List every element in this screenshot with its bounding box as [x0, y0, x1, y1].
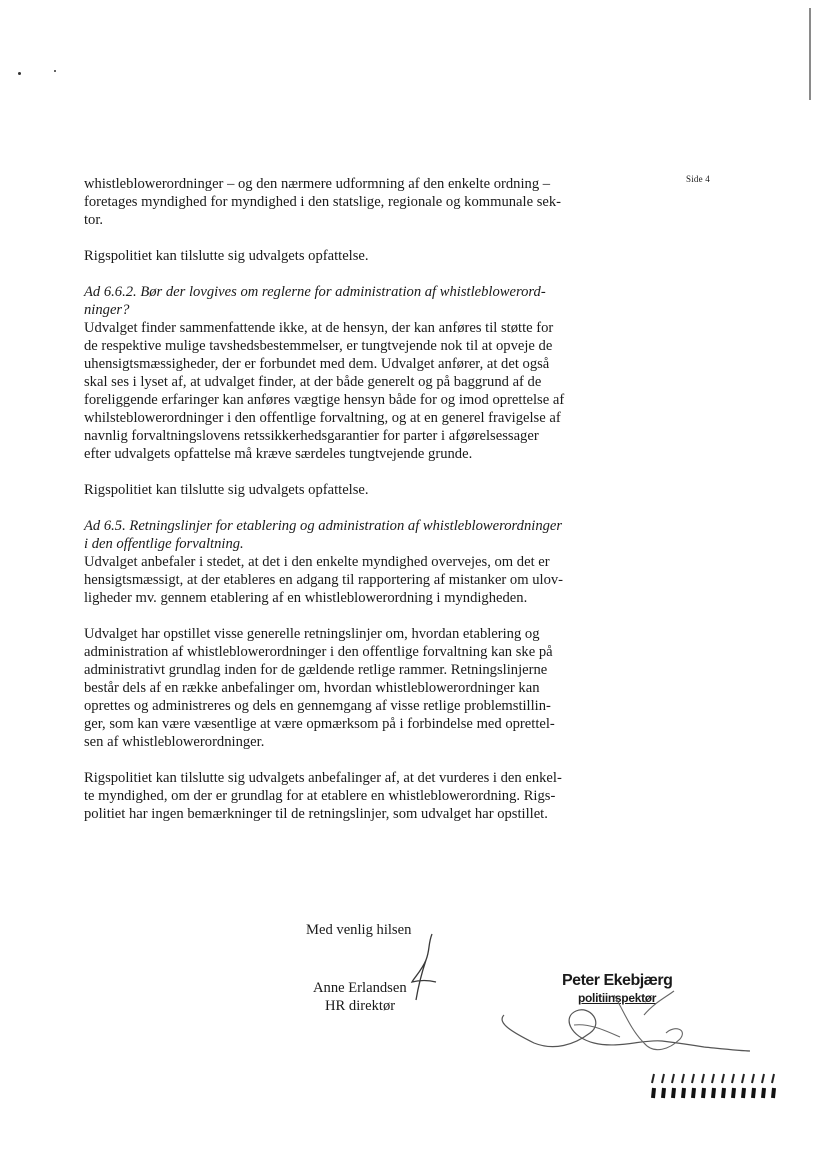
stamp-title: politiinspektør — [578, 991, 657, 1005]
paragraph-line: uhensigtsmæssigheder, der er forbundet med dem. Udvalget anfører, at det også — [84, 356, 550, 372]
section-heading: Ad 6.5. Retningslinjer for etablering og administration af whistleblowerordninger — [84, 518, 563, 534]
paragraph-line: foreliggende erfaringer kan anføres vægtige hensyn både for og imod oprettelse af — [84, 392, 565, 408]
paragraph-line: Udvalget anbefaler i stedet, at det i den enkelte myndighed overvejes, om det er — [84, 554, 550, 570]
page-number: Side 4 — [686, 174, 710, 184]
scan-edge-line — [809, 8, 811, 100]
paragraph-line: whistleblowerordninger – og den nærmere udformning af den enkelte ordning – — [84, 176, 551, 192]
paragraph-line: Udvalget finder sammenfattende ikke, at de hensyn, der kan anføres til støtte for — [84, 320, 554, 336]
section-heading: i den offentlige forvaltning. — [84, 536, 244, 552]
paragraph-line: oprettes og administreres og dels en gennemgang af visse retlige problemstillin- — [84, 698, 551, 714]
paragraph-line: sen af whistleblowerordninger. — [84, 734, 265, 750]
signer-name: Anne Erlandsen — [313, 980, 407, 996]
paragraph-line: politiet har ingen bemærkninger til de retningslinjer, som udvalget har opstillet. — [84, 806, 548, 822]
handwritten-signature-icon — [392, 930, 452, 1005]
paragraph-line: efter udvalgets opfattelse må kræve særdeles tungtvejende grunde. — [84, 446, 473, 462]
section-heading: ninger? — [84, 302, 130, 318]
paragraph-line: består dels af en række anbefalinger om, hvordan whistleblowerordninger kan — [84, 680, 540, 696]
paragraph-line: navnlig forvaltningslovens retssikkerhedsgarantier for parter i afgørelsessager — [84, 428, 539, 444]
paragraph-line: hensigtsmæssigt, at der etableres en adgang til rapportering af mistanker om ulov- — [84, 572, 564, 588]
paragraph-line: Rigspolitiet kan tilslutte sig udvalgets anbefalinger af, at det vurderes i den enkel- — [84, 770, 562, 786]
paragraph-line: Udvalget har opstillet visse generelle retningslinjer om, hvordan etablering og — [84, 626, 540, 642]
paragraph-line: ger, som kan være væsentlige at være opmærksom på i forbindelse med oprettel- — [84, 716, 555, 732]
paragraph-line: ligheder mv. gennem etablering af en whistleblowerordning i myndigheden. — [84, 590, 528, 606]
scan-speck — [18, 72, 21, 75]
paragraph-line: de respektive mulige tavshedsbestemmelser, er tungtvejende nok til at opveje de — [84, 338, 553, 354]
stamp-name: Peter Ekebjærg — [562, 972, 673, 989]
paragraph-line: Rigspolitiet kan tilslutte sig udvalgets opfattelse. — [84, 482, 369, 498]
barcode-marks-icon — [650, 1072, 780, 1102]
paragraph-line: administrativt grundlag inden for de gældende retlige rammer. Retningslinjerne — [84, 662, 548, 678]
paragraph-line: Rigspolitiet kan tilslutte sig udvalgets opfattelse. — [84, 248, 369, 264]
paragraph-line: skal ses i lyset af, at udvalget finder, at der både generelt og på baggrund af de — [84, 374, 542, 390]
paragraph-line: tor. — [84, 212, 104, 228]
handwritten-signature-icon — [494, 985, 754, 1065]
paragraph-line: foretages myndighed for myndighed i den statslige, regionale og kommunale sek- — [84, 194, 562, 210]
paragraph-line: whilsteblowerordninger i den offentlige forvaltning, og at en generel fravigelse af — [84, 410, 561, 426]
signer-title: HR direktør — [325, 998, 396, 1014]
closing-greeting: Med venlig hilsen — [306, 922, 412, 938]
body-text — [84, 175, 624, 823]
paragraph-line: administration af whistleblowerordninger i den offentlige forvaltning kan ske på — [84, 644, 553, 660]
section-heading: Ad 6.6.2. Bør der lovgives om reglerne for administration af whistleblowerord- — [84, 284, 546, 300]
scan-speck — [54, 70, 56, 72]
paragraph-line: te myndighed, om der er grundlag for at etablere en whistleblowerordning. Rigs- — [84, 788, 556, 804]
